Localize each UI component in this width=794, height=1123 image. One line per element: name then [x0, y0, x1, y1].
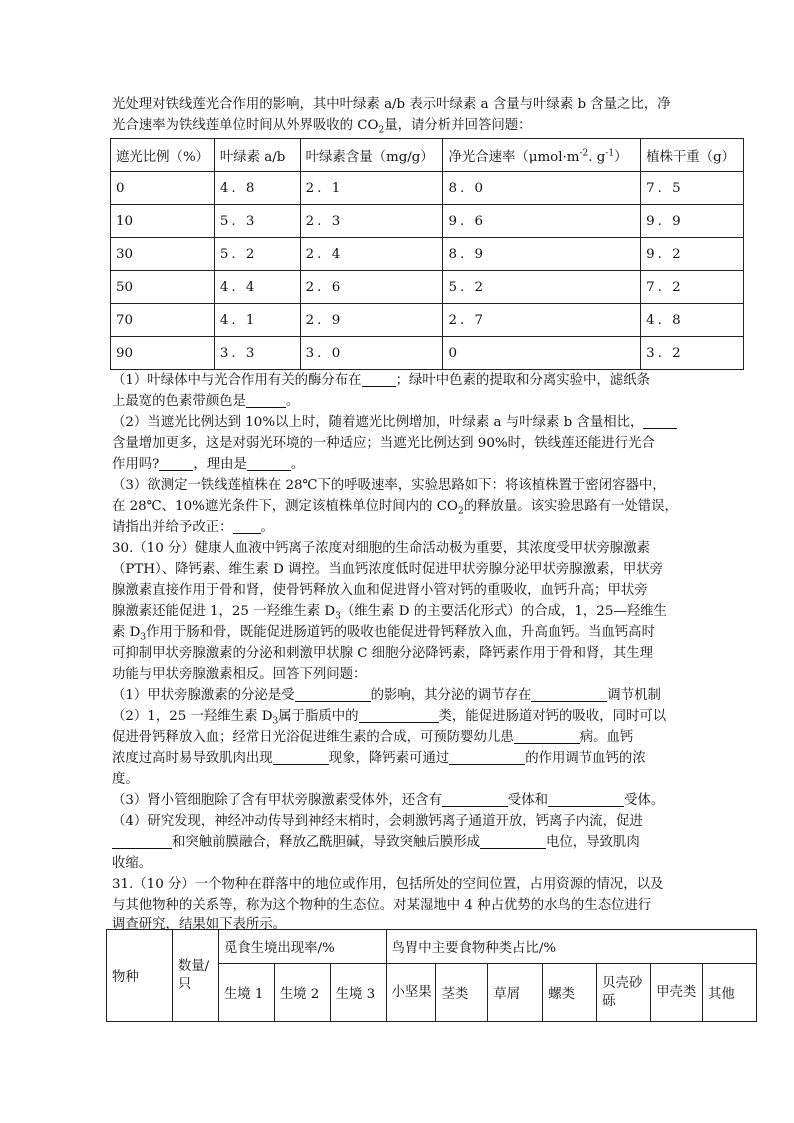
q30-line5: 素 $D_3$作用于肠和骨，既能促进肠道钙的吸收也能促进骨钙释放入血，升高血钙。当血钙高时	[112, 625, 655, 643]
table-row	[111, 271, 744, 304]
q30-sub2-line1: （2）1，25 一羟维生素 $D_3$属于脂质中的 类，能促进肠道对钙的吸收，同时可以	[112, 709, 667, 727]
q30-sub3: （3）肾小管细胞除了含有甲状旁腺激素受体外，还含有 受体和 受体。	[112, 793, 665, 808]
q30-line1: 30.（10 分）健康人血液中钙离子浓度对细胞的生命活动极为重要，其浓度受甲状旁腺激素	[112, 541, 651, 556]
header-chlorophyll-ab: 叶绿素 a/b	[214, 139, 300, 172]
cell: 90	[111, 337, 215, 370]
header-food-group: 鸟胃中主要食物种类占比/%	[386, 930, 756, 964]
cell: 70	[111, 304, 215, 337]
answer-blank[interactable]	[442, 792, 508, 807]
q30-sub2-line4: 度。	[112, 772, 139, 787]
table-header-row	[107, 930, 757, 964]
cell: 0	[443, 337, 641, 370]
header-dry-weight: 植株干重（g）	[641, 139, 744, 172]
table-row	[111, 304, 744, 337]
q29-part3-line2: 在 28℃、10%遮光条件下，测定该植株单位时间内的 $CO_2$的释放量。该实验思路有一处错误，	[112, 499, 678, 517]
q30-line4: 腺激素还能促进 1，25 一羟维生素 $D_3$（维生素 D 的主要活化形式）的合成，1，25—羟维生	[112, 604, 667, 622]
cell: 4. 1	[214, 304, 300, 337]
answer-blank[interactable]	[273, 750, 329, 765]
header-habitat-1: 生境 1	[218, 964, 274, 1022]
cell: 2. 4	[300, 238, 443, 271]
q29-part1-line2: 上最宽的色素带颜色是 。	[112, 394, 300, 409]
table-row	[111, 205, 744, 238]
q29-part3-line3: 请指出并给予改正： 。	[112, 520, 274, 535]
q30-line3: 腺激素直接作用于骨和肾，使骨钙释放入血和促进肾小管对钙的重吸收，血钙升高；甲状旁	[112, 583, 648, 598]
cell: 7. 5	[641, 172, 744, 205]
header-food-other: 其他	[702, 964, 756, 1022]
q31-line1: 31.（10 分）一个物种在群落中的地位或作用，包括所处的空间位置，占用资源的情况，以及	[112, 877, 664, 892]
q29-part1-line1: （1）叶绿体中与光合作用有关的酶分布在 ；绿叶中色素的提取和分离实验中，滤纸条	[112, 373, 650, 388]
answer-blank[interactable]	[246, 393, 286, 408]
cell: 2. 3	[300, 205, 443, 238]
cell: 4. 8	[214, 172, 300, 205]
cell: 8. 9	[443, 238, 641, 271]
intro-line-2: 光合速率为铁线莲单位时间从外界吸收的 $CO_2$量，请分析并回答问题：	[112, 118, 532, 136]
q30-sub2-line3: 浓度过高时易导致肌肉出现 现象，降钙素可通过 的作用调节血钙的浓	[112, 751, 646, 766]
cell: 4. 4	[214, 271, 300, 304]
cell: 2. 7	[443, 304, 641, 337]
answer-blank[interactable]	[449, 750, 525, 765]
q31-line2: 与其他物种的关系等，称为这个物种的生态位。对某湿地中 4 种占优势的水鸟的生态位进行	[112, 898, 652, 913]
q30-line7: 功能与甲状旁腺激素相反。回答下列问题：	[112, 667, 367, 682]
q31-line3: 调查研究，结果如下表所示。	[112, 917, 287, 932]
header-count: 数量/只	[172, 930, 218, 1022]
cell: 5. 2	[214, 238, 300, 271]
cell: 30	[111, 238, 215, 271]
q30-line2: （PTH）、降钙素、维生素 D 调控。当血钙浓度低时促进甲状旁腺分泌甲状旁腺激素，甲状旁	[112, 562, 664, 577]
answer-blank[interactable]	[514, 729, 580, 744]
answer-blank[interactable]	[295, 687, 371, 702]
answer-blank[interactable]	[359, 708, 439, 723]
header-food-nuts: 小坚果	[386, 964, 436, 1022]
shading-results-table	[110, 138, 744, 370]
header-habitat-3: 生境 3	[330, 964, 386, 1022]
cell: 9. 6	[443, 205, 641, 238]
cell: 2. 9	[300, 304, 443, 337]
q30-sub1: （1）甲状旁腺激素的分泌是受 的影响，其分泌的调节存在 调节机制	[112, 688, 661, 703]
table-row	[111, 172, 744, 205]
answer-blank[interactable]	[112, 834, 172, 849]
answer-blank[interactable]	[247, 456, 291, 471]
cell: 5. 2	[443, 271, 641, 304]
header-food-grass: 草屑	[488, 964, 543, 1022]
header-food-snails: 螺类	[543, 964, 597, 1022]
table-row	[111, 337, 744, 370]
cell: 3. 0	[300, 337, 443, 370]
q29-part2-line3: 作用吗? ，理由是 。	[112, 457, 305, 472]
q29-part2-line1: （2）当遮光比例达到 10%以上时，随着遮光比例增加，叶绿素 a 与叶绿素 b 含量相比，	[112, 413, 677, 433]
header-chlorophyll-content: 叶绿素含量（mg/g）	[300, 139, 443, 172]
answer-blank[interactable]	[548, 792, 624, 807]
q29-part2-line2: 含量增加更多，这是对弱光环境的一种适应；当遮光比例达到 90%时，铁线莲还能进行光合	[112, 436, 655, 451]
table-row	[111, 238, 744, 271]
header-species: 物种	[107, 930, 173, 1022]
q30-line6: 可抑制甲状旁腺激素的分泌和刺激甲状腺 C 细胞分泌降钙素，降钙素作用于骨和肾，其生理	[112, 646, 653, 661]
table-header-row	[111, 139, 744, 172]
answer-blank[interactable]	[531, 687, 607, 702]
cell: 7. 2	[641, 271, 744, 304]
answer-blank[interactable]	[233, 519, 261, 534]
answer-blank[interactable]	[643, 414, 677, 429]
answer-blank[interactable]	[159, 456, 193, 471]
q30-sub4-line3: 收缩。	[112, 856, 153, 871]
cell: 10	[111, 205, 215, 238]
header-food-stems: 茎类	[436, 964, 488, 1022]
waterbird-niche-table	[106, 929, 757, 1022]
q29-part3-line1: （3）欲测定一铁线莲植株在 28℃下的呼吸速率，实验思路如下：将该植株置于密闭容器中，	[112, 478, 666, 493]
cell: 0	[111, 172, 215, 205]
answer-blank[interactable]	[362, 372, 396, 387]
cell: 9. 2	[641, 238, 744, 271]
cell: 8. 0	[443, 172, 641, 205]
q30-sub2-line2: 促进骨钙释放入血；经常日光浴促进维生素的合成，可预防婴幼儿患 病。血钙	[112, 730, 634, 745]
q30-sub4-line1: （4）研究发现，神经冲动传导到神经末梢时，会刺激钙离子通道开放，钙离子内流，促进	[112, 814, 643, 829]
cell: 5. 3	[214, 205, 300, 238]
cell: 3. 3	[214, 337, 300, 370]
header-food-shell-gravel: 贝壳砂砾	[597, 964, 651, 1022]
cell: 2. 1	[300, 172, 443, 205]
header-habitat-group: 觅食生境出现率/%	[218, 930, 386, 964]
q30-sub4-line2: 和突触前膜融合，释放乙酰胆碱，导致突触后膜形成 电位，导致肌肉	[112, 833, 640, 853]
header-food-crustaceans: 甲壳类	[651, 964, 703, 1022]
cell: 2. 6	[300, 271, 443, 304]
header-net-photosynthesis: 净光合速率（$\mu mol\cdot m^{-2}$. $g^{-1}$）	[443, 139, 641, 172]
answer-blank[interactable]	[480, 834, 546, 849]
intro-line-1: 光处理对铁线莲光合作用的影响，其中叶绿素 a/b 表示叶绿素 a 含量与叶绿素 b 含量之比，净	[112, 97, 671, 112]
header-habitat-2: 生境 2	[274, 964, 330, 1022]
cell: 3. 2	[641, 337, 744, 370]
cell: 4. 8	[641, 304, 744, 337]
cell: 9. 9	[641, 205, 744, 238]
cell: 50	[111, 271, 215, 304]
header-shading-ratio: 遮光比例（%）	[111, 139, 215, 172]
